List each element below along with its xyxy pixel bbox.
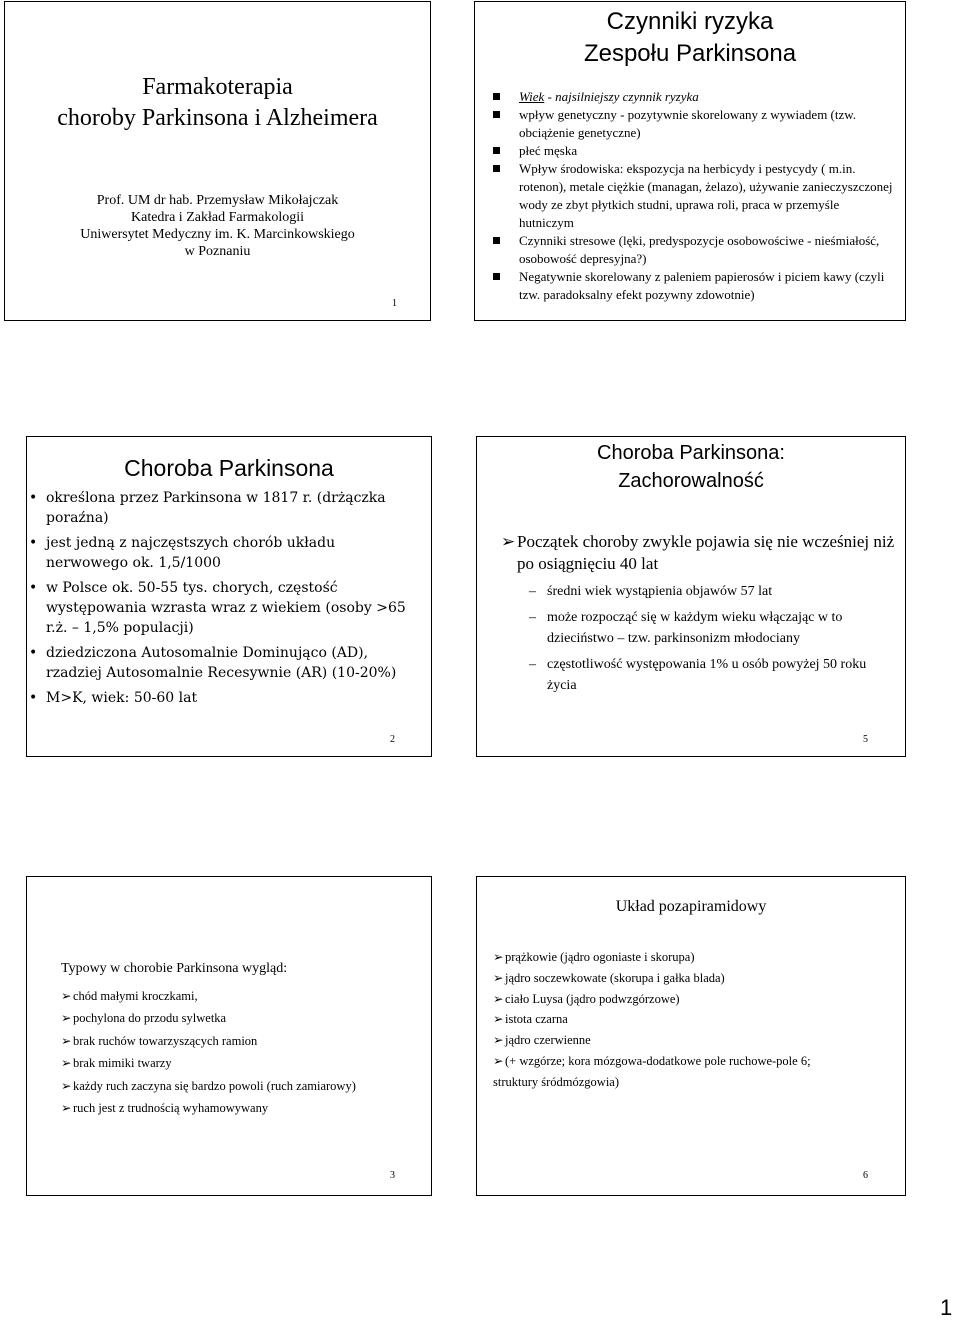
page-number: 1: [940, 1295, 953, 1320]
list-item: Wiek - najsilniejszy czynnik ryzyka: [483, 88, 897, 106]
sub-points: [529, 581, 881, 696]
slide-3-intro: Typowy w chorobie Parkinsona wygląd:: [61, 961, 288, 976]
list-item: • M>K, wiek: 50-60 lat: [29, 690, 198, 706]
arrow-bullet-icon: ➢: [61, 1101, 72, 1116]
slide-3: [26, 876, 432, 1196]
list-item: ➢ pochylona do przodu sylwetka: [61, 1007, 427, 1029]
list-item: ➢ jądro czerwienne: [493, 1030, 901, 1051]
list-item: – średni wiek wystąpienia objawów 57 lat: [529, 581, 881, 602]
slide-number: 2: [390, 734, 395, 745]
square-bullet-icon: [493, 165, 500, 172]
arrow-bullet-icon: ➢: [493, 991, 504, 1006]
slide-6: [476, 876, 906, 1196]
list-item: – może rozpocząć się w każdym wieku włączając w to dzieciństwo – tzw. parkinsonizm młodociany: [529, 607, 881, 649]
arrow-bullet-icon: ➢: [493, 1053, 504, 1068]
arrow-bullet-icon: ➢: [493, 1012, 504, 1027]
arrow-bullet-icon: ➢: [61, 1078, 72, 1093]
slide-number: 1: [392, 298, 397, 309]
dash-bullet-icon: –: [529, 610, 536, 625]
slide-2-title: Choroba Parkinsona: [124, 455, 334, 481]
slide-4-title: Czynniki ryzyka Zespołu Parkinsona: [583, 8, 797, 67]
dot-bullet-icon: •: [29, 690, 38, 706]
square-bullet-icon: [493, 147, 500, 154]
disease-facts-list: [29, 488, 421, 708]
slide-1-title: Farmakoterapia choroby Parkinsona i Alzheimera: [57, 74, 378, 131]
list-item: – częstotliwość występowania 1% u osób powyżej 50 roku życia: [529, 654, 881, 696]
dash-bullet-icon: –: [529, 657, 536, 672]
dot-bullet-icon: •: [29, 580, 38, 596]
list-item: Negatywnie skorelowany z paleniem papierosów i piciem kawy (czyli tzw. paradoksalny efekt pozywny zdowotnie): [483, 268, 897, 304]
slide-6-title: Układ pozapiramidowy: [615, 898, 767, 915]
arrow-bullet-icon: ➢: [493, 950, 504, 964]
list-item: płeć męska: [483, 142, 897, 160]
list-item-continuation: struktury śródmózgowia): [493, 1074, 620, 1089]
list-item: ➢ (+ wzgórze; kora mózgowa-dodatkowe pole ruchowe-pole 6;: [493, 1051, 901, 1072]
list-item: Wpływ środowiska: ekspozycja na herbicydy i pestycydy ( m.in. rotenon), metale ciężkie (managan, żelazo), używanie zanieczyszczonej wody ze zbyt płytkich studni, uprawa roli, praca w przemyśle hutniczym: [483, 160, 897, 232]
list-item: • w Polsce ok. 50-55 tys. chorych, częstość występowania wzrasta wraz z wiekiem (osoby >65 r.ż. – 1,5% populacji): [29, 580, 406, 636]
slide-4: [474, 1, 906, 321]
list-item: wpływ genetyczny - pozytywnie skorelowany z wywiadem (tzw. obciążenie genetyczne): [483, 106, 897, 142]
dot-bullet-icon: •: [29, 490, 38, 506]
arrow-bullet-icon: ➢: [61, 989, 72, 1003]
slide-number: 3: [390, 1170, 395, 1181]
square-bullet-icon: [493, 111, 500, 118]
risk-factor-list: [483, 88, 897, 304]
list-item: • dziedziczona Autosomalnie Dominująco (AD), rzadziej Autosomalnie Recesywnie (AR) (10-20%): [29, 645, 397, 681]
list-item: ➢ ciało Luysa (jądro podwzgórzowe): [493, 989, 901, 1010]
slide-number: 6: [863, 1170, 868, 1181]
slide-1-author: Prof. UM dr hab. Przemysław Mikołajczak Katedra i Zakład Farmakologii Uniwersytet Medyczny im. K. Marcinkowskiego w Poznaniu: [80, 193, 355, 259]
arrow-bullet-icon: ➢: [501, 532, 516, 551]
arrow-bullet-icon: ➢: [61, 1033, 72, 1048]
list-item: ➢ istota czarna: [493, 1009, 901, 1030]
arrow-bullet-icon: ➢: [61, 1011, 72, 1026]
dot-bullet-icon: •: [29, 535, 38, 551]
slide-5: [476, 436, 906, 757]
slide-2: [26, 436, 432, 757]
slide-number: 5: [863, 734, 868, 745]
list-item: ➢ prążkowie (jądro ogoniaste i skorupa): [493, 947, 901, 968]
dash-bullet-icon: –: [529, 584, 536, 599]
list-item: ➢ ruch jest z trudnością wyhamowywany: [61, 1097, 427, 1119]
list-item: ➢ chód małymi kroczkami,: [61, 985, 427, 1007]
list-item: Czynniki stresowe (lęki, predyspozycje osobowościwe - nieśmiałość, osobowość depresyjna?): [483, 232, 897, 268]
square-bullet-icon: [493, 237, 500, 244]
slide-5-title: Choroba Parkinsona: Zachorowalność: [597, 442, 785, 492]
arrow-bullet-icon: ➢: [493, 1033, 504, 1048]
main-point: ➢ Początek choroby zwykle pojawia się nie wcześniej niż po osiągnięciu 40 lat: [501, 532, 895, 573]
list-item: ➢ każdy ruch zaczyna się bardzo powoli (ruch zamiarowy): [61, 1075, 427, 1097]
arrow-bullet-icon: ➢: [61, 1056, 72, 1071]
list-item: • jest jedną z najczęstszych chorób układu nerwowego ok. 1,5/1000: [29, 535, 336, 571]
square-bullet-icon: [493, 273, 500, 280]
list-item: ➢ jądro soczewkowate (skorupa i gałka blada): [493, 968, 901, 989]
list-item: • określona przez Parkinsona w 1817 r. (drżączka poraźna): [29, 490, 386, 526]
dot-bullet-icon: •: [29, 645, 38, 661]
structure-list: [493, 947, 901, 1093]
symptom-list: [61, 985, 427, 1119]
arrow-bullet-icon: ➢: [493, 970, 504, 985]
list-item: ➢ brak mimiki twarzy: [61, 1052, 427, 1074]
list-item: ➢ brak ruchów towarzyszących ramion: [61, 1030, 427, 1052]
square-bullet-icon: [493, 93, 500, 100]
slide-1: [4, 1, 431, 321]
